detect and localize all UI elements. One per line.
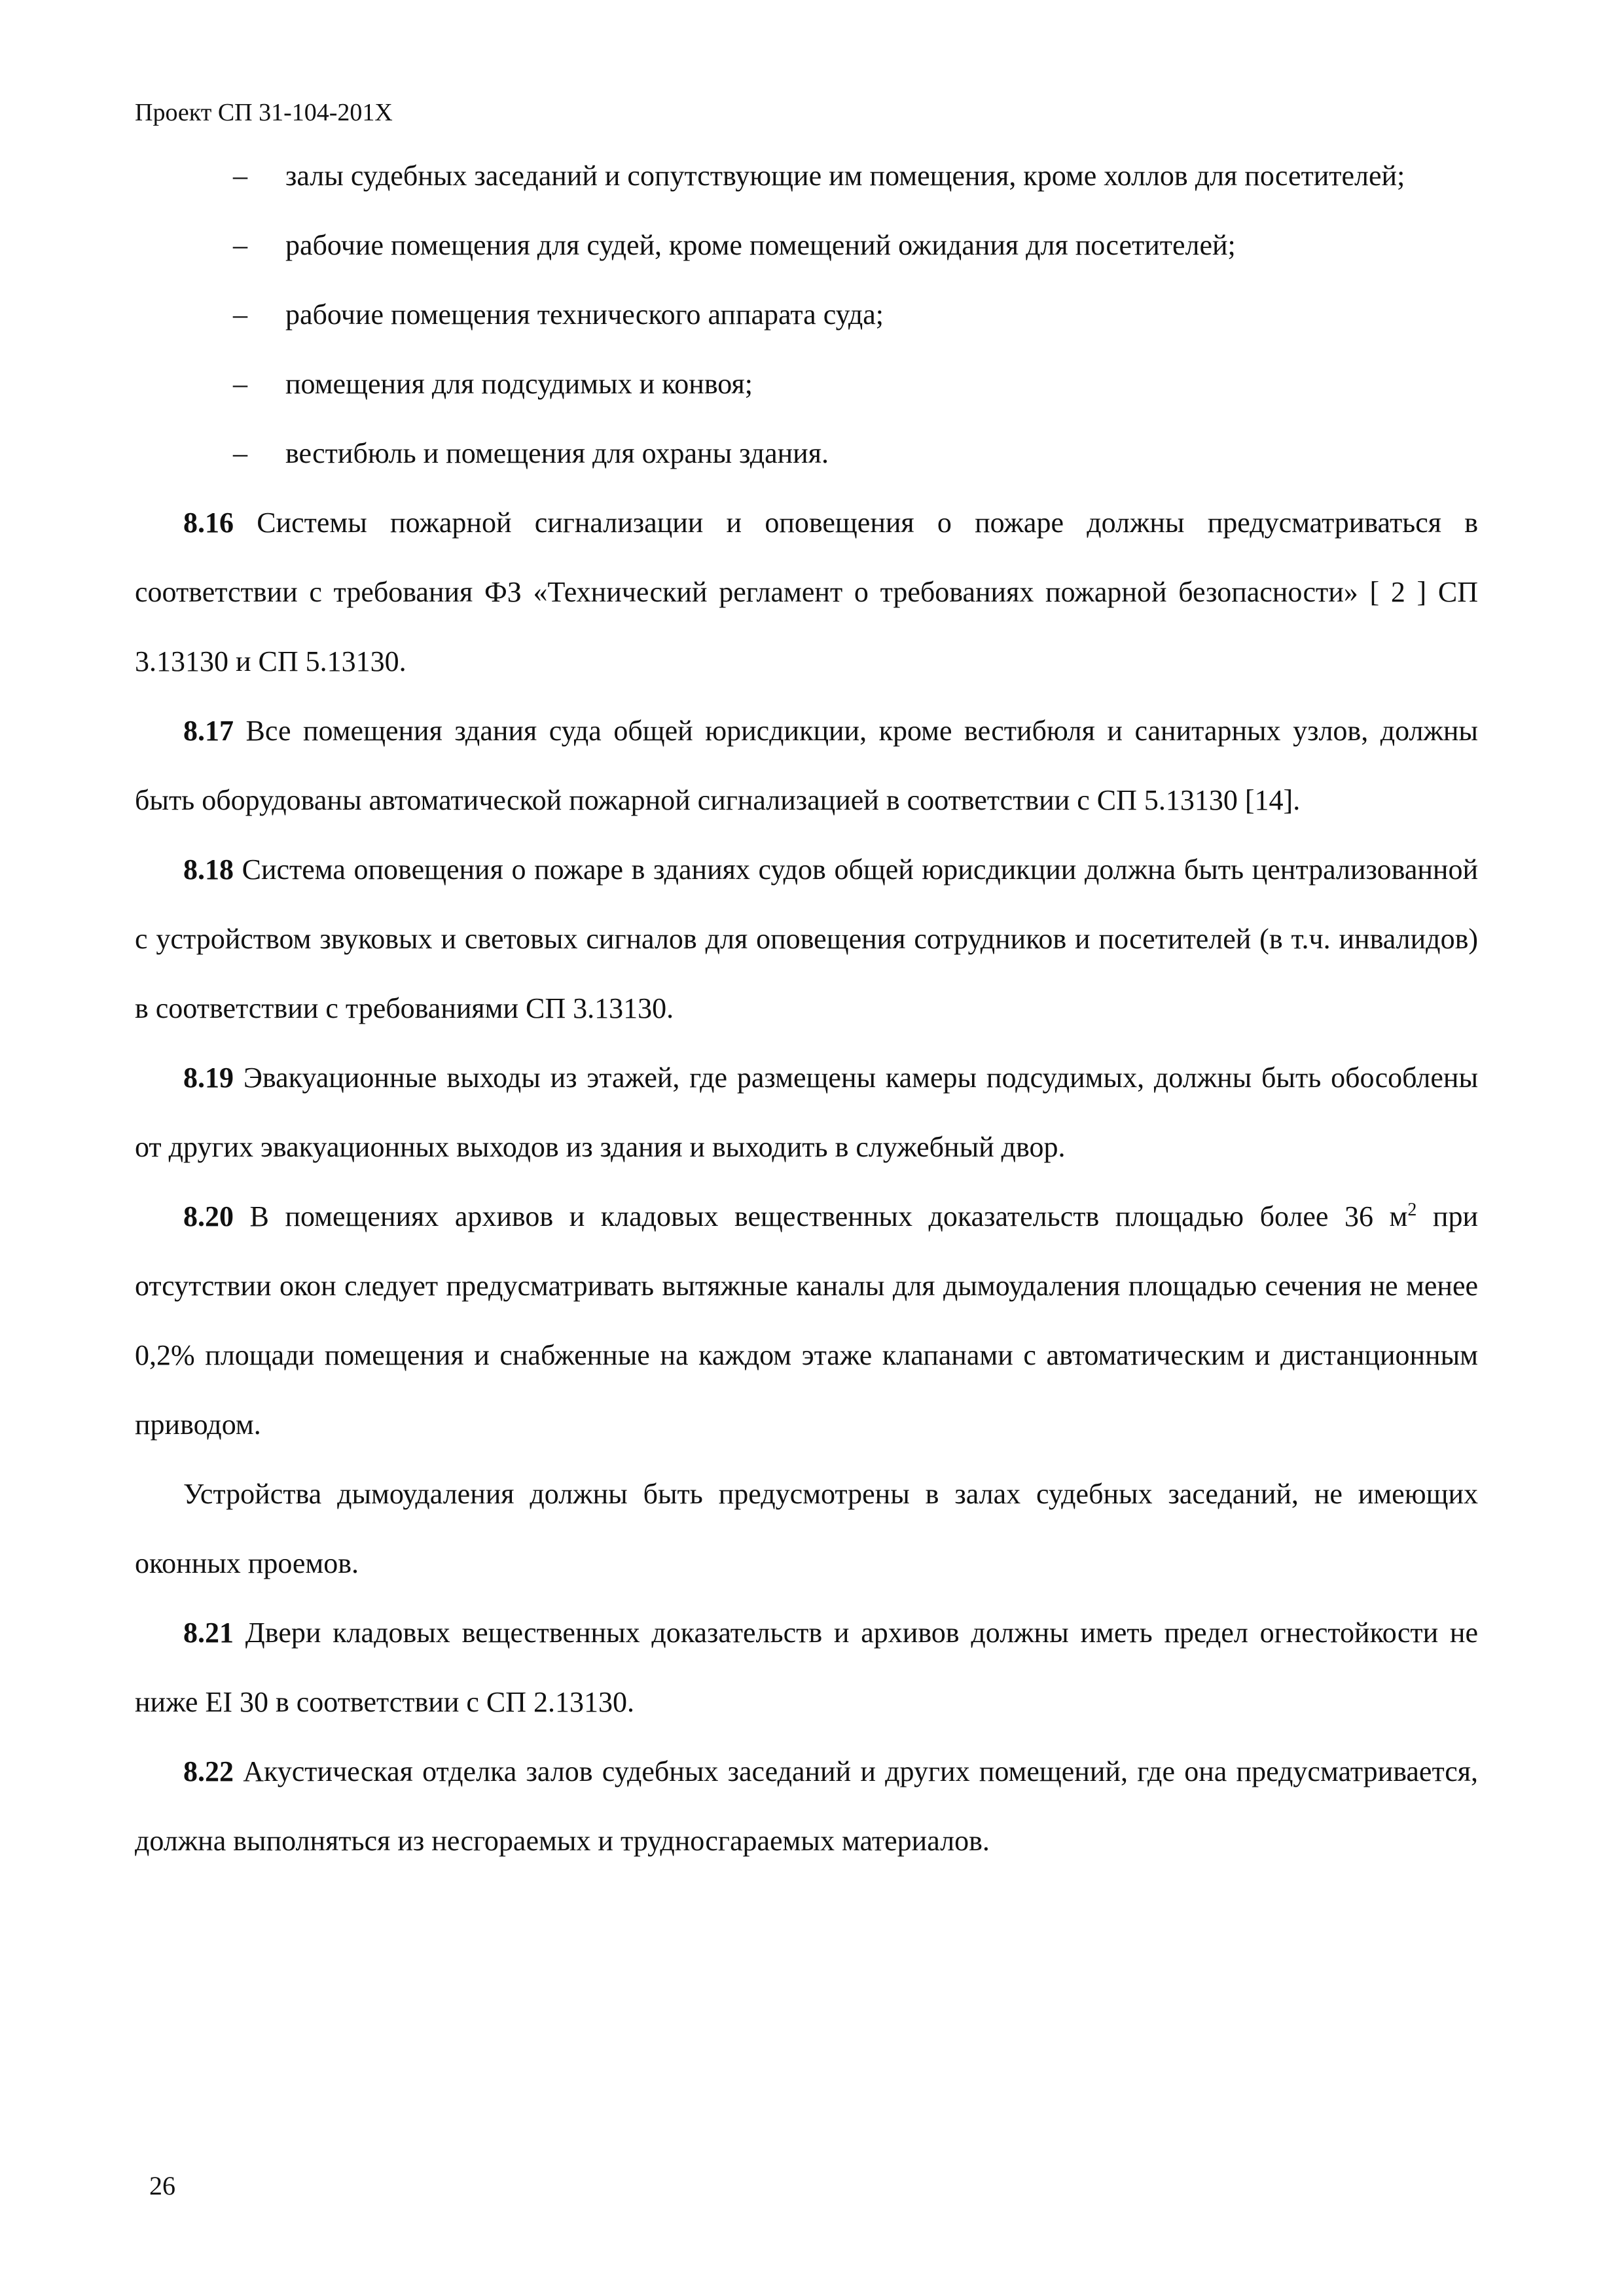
paragraph-8-19 bbox=[135, 1043, 1478, 1182]
dash-bullet: – bbox=[233, 368, 247, 400]
clause-text: В помещениях архивов и кладовых вещественных доказательств площадью более 36 м bbox=[234, 1200, 1408, 1232]
list-item bbox=[135, 211, 1478, 280]
clause-text: Двери кладовых вещественных доказательств и архивов должны иметь предел огнестойкости не ниже EI 30 в соответствии с СП 2.13130. bbox=[135, 1617, 1478, 1718]
clause-text: Акустическая отделка залов судебных заседаний и других помещений, где она предусматривается, должна выполняться из несгораемых и трудносгараемых материалов. bbox=[135, 1755, 1478, 1857]
paragraph-8-22 bbox=[135, 1737, 1478, 1876]
paragraph-smoke-removal bbox=[135, 1460, 1478, 1598]
list-item-text: вестибюль и помещения для охраны здания. bbox=[285, 437, 829, 469]
clause-number: 8.22 bbox=[183, 1755, 234, 1787]
dash-bullet: – bbox=[233, 229, 247, 261]
paragraph-8-17 bbox=[135, 696, 1478, 835]
clause-text: Системы пожарной сигнализации и оповещения о пожаре должны предусматриваться в соответствии с требования ФЗ «Технический регламент о требованиях пожарной безопасности» [ 2 ] СП 3.13130 и СП 5.13130. bbox=[135, 507, 1478, 677]
paragraph-8-16 bbox=[135, 488, 1478, 696]
page-number: 26 bbox=[149, 2171, 175, 2200]
dash-bullet: – bbox=[233, 437, 247, 469]
clause-number: 8.21 bbox=[183, 1617, 234, 1649]
clause-number: 8.17 bbox=[183, 715, 234, 747]
list-item bbox=[135, 141, 1478, 211]
clause-number: 8.19 bbox=[183, 1062, 234, 1094]
room-list bbox=[135, 141, 1478, 488]
superscript-exponent: 2 bbox=[1407, 1200, 1417, 1220]
list-item bbox=[135, 350, 1478, 419]
clause-number: 8.18 bbox=[183, 853, 234, 886]
dash-bullet: – bbox=[233, 160, 247, 192]
list-item bbox=[135, 419, 1478, 488]
clause-text: Эвакуационные выходы из этажей, где размещены камеры подсудимых, должны быть обособлены от других эвакуационных выходов из здания и выходить в служебный двор. bbox=[135, 1062, 1478, 1163]
clause-number: 8.16 bbox=[183, 507, 234, 539]
list-item-text: залы судебных заседаний и сопутствующие им помещения, кроме холлов для посетителей; bbox=[285, 160, 1405, 192]
clause-text: Система оповещения о пожаре в зданиях судов общей юрисдикции должна быть централизованной с устройством звуковых и световых сигналов для оповещения сотрудников и посетителей (в т.ч. инвалидов) в соответствии с требованиями СП 3.13130. bbox=[135, 853, 1478, 1024]
document-body bbox=[135, 141, 1478, 1876]
paragraph-8-18 bbox=[135, 835, 1478, 1043]
clause-number: 8.20 bbox=[183, 1200, 234, 1232]
paragraph-8-20 bbox=[135, 1182, 1478, 1460]
list-item bbox=[135, 280, 1478, 350]
dash-bullet: – bbox=[233, 298, 247, 331]
list-item-text: рабочие помещения технического аппарата суда; bbox=[285, 298, 884, 331]
document-header: Проект СП 31-104-201Х bbox=[135, 99, 393, 126]
clause-text-continued: при отсутствии окон следует предусматривать вытяжные каналы для дымоудаления площадью сечения не менее 0,2% площади помещения и снабженные на каждом этаже клапанами с автоматическим и дистанционным приводом. bbox=[135, 1200, 1479, 1441]
paragraph-8-21 bbox=[135, 1598, 1478, 1737]
clause-text: Все помещения здания суда общей юрисдикции, кроме вестибюля и санитарных узлов, должны быть оборудованы автоматической пожарной сигнализацией в соответствии с СП 5.13130 [14]. bbox=[135, 715, 1478, 816]
list-item-text: рабочие помещения для судей, кроме помещений ожидания для посетителей; bbox=[285, 229, 1236, 261]
clause-text: Устройства дымоудаления должны быть предусмотрены в залах судебных заседаний, не имеющих оконных проемов. bbox=[135, 1478, 1478, 1579]
list-item-text: помещения для подсудимых и конвоя; bbox=[285, 368, 753, 400]
